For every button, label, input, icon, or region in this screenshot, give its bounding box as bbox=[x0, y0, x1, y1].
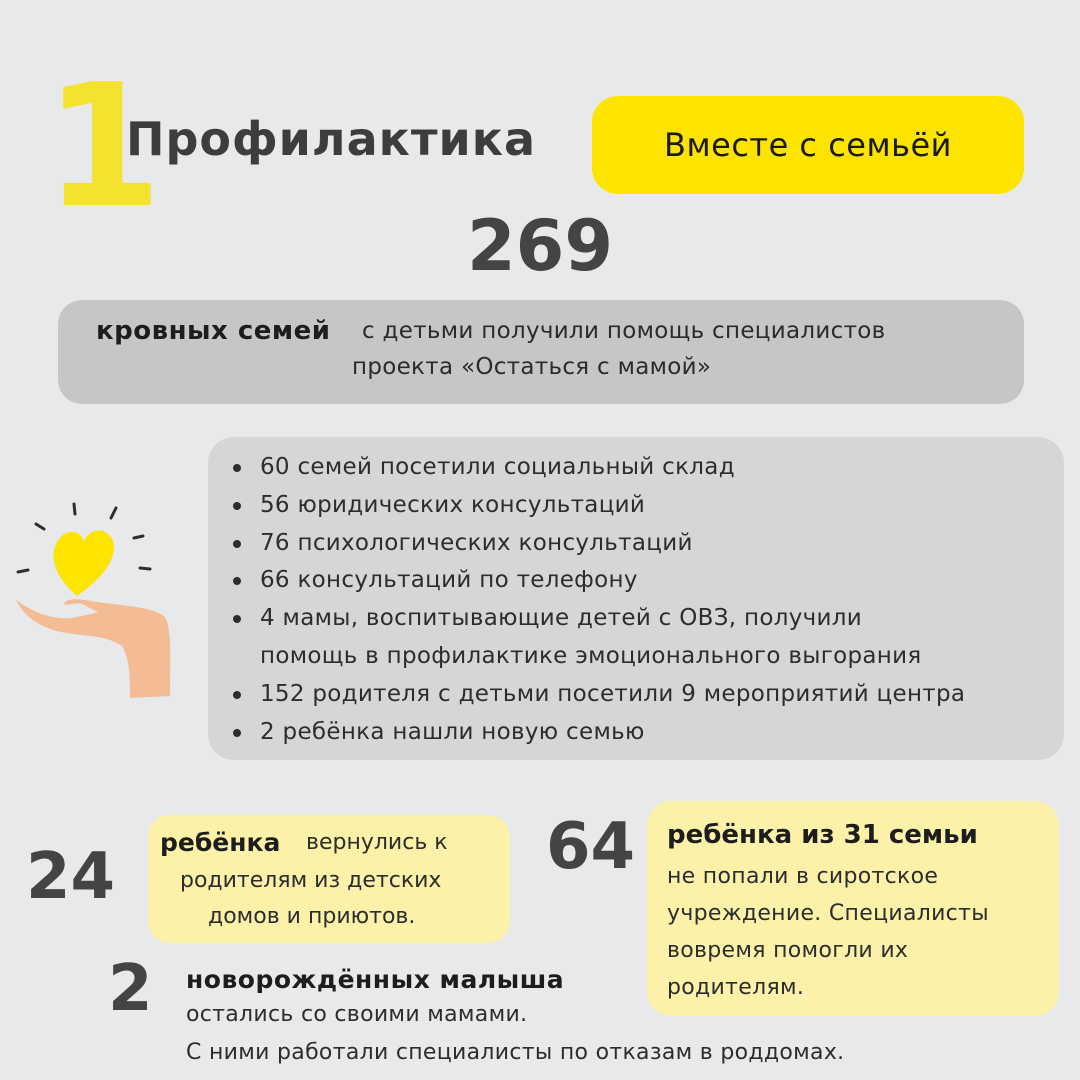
stat-24-line-3: домов и приютов. bbox=[208, 904, 416, 929]
stat-2-number: 2 bbox=[108, 952, 153, 1026]
hand-holding-heart-icon bbox=[12, 496, 182, 716]
section-number: 1 bbox=[44, 48, 159, 246]
headline-line-2: проекта «Остаться с мамой» bbox=[352, 354, 712, 380]
stat-24-text: вернулись к bbox=[306, 830, 448, 855]
stat-64-line: не попали в сиротское bbox=[667, 864, 939, 889]
list-item: 2 ребёнка нашли новую семью bbox=[232, 714, 1062, 752]
stat-64-line: вовремя помогли их bbox=[667, 938, 909, 963]
stat-64-line: учреждение. Специалисты bbox=[667, 901, 989, 926]
list-item: 152 родителя с детьми посетили 9 мероприятий центра bbox=[232, 676, 1062, 714]
stat-24-number: 24 bbox=[26, 840, 116, 914]
stat-2-line-3: С ними работали специалисты по отказам в роддомах. bbox=[186, 1040, 845, 1065]
list-item: 60 семей посетили социальный склад bbox=[232, 449, 1062, 487]
stat-64-text bbox=[667, 858, 989, 1006]
stat-64-number: 64 bbox=[546, 810, 636, 884]
stat-2-line-2: остались со своими мамами. bbox=[186, 1002, 528, 1027]
stat-2-strong: новорождённых малыша bbox=[186, 965, 565, 994]
stat-24-line-2: родителям из детских bbox=[180, 868, 442, 893]
list-item: 76 психологических консультаций bbox=[232, 525, 1062, 563]
headline-line-1: с детьми получили помощь специалистов bbox=[362, 318, 886, 344]
stat-64-line: родителям. bbox=[667, 975, 805, 1000]
page-title: Профилактика bbox=[126, 112, 537, 166]
list-item: 56 юридических консультаций bbox=[232, 487, 1062, 525]
stat-24-strong: ребёнка bbox=[160, 828, 281, 857]
list-item: 4 мамы, воспитывающие детей с ОВЗ, получили bbox=[232, 600, 1062, 638]
badge-together-with-family: Вместе с семьёй bbox=[592, 96, 1024, 194]
list-item-continuation: помощь в профилактике эмоционального выгорания bbox=[260, 642, 922, 669]
headline-strong: кровных семей bbox=[96, 316, 331, 346]
headline-number: 269 bbox=[466, 205, 614, 287]
stats-list bbox=[232, 449, 1062, 751]
list-item: 66 консультаций по телефону bbox=[232, 562, 1062, 600]
stat-64-strong: ребёнка из 31 семьи bbox=[667, 820, 978, 850]
